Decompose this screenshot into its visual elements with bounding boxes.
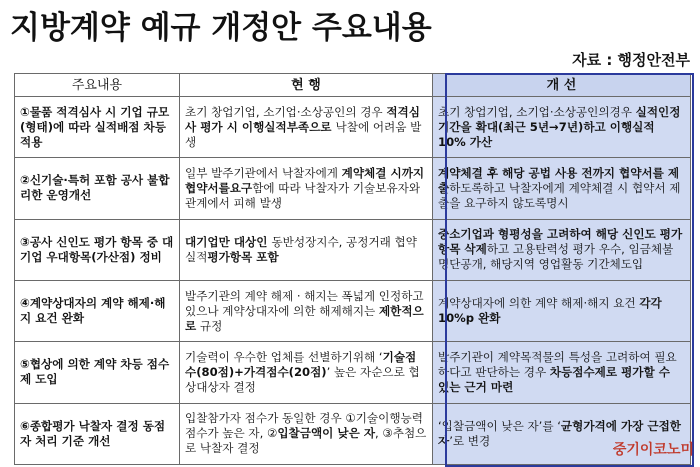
page-title: 지방계약 예규 개정안 주요내용 — [10, 10, 432, 46]
improved-text-segment: 차등점수제로 평가할 수 있는 근거 마련 — [438, 364, 670, 394]
table-header-row — [15, 74, 691, 97]
improved-text-segment: 각각 10%p 완화 — [438, 296, 662, 326]
improved-text-segment: 중소기업과 형평성을 고려하여 해당 신인도 평가항목 삭제 — [438, 227, 683, 257]
table-row — [15, 97, 691, 158]
current-text-segment: 적격심사 평가 시 이행실적부족으로 — [185, 104, 420, 134]
improved-text-segment: ‘입찰금액이 낮은 자’를 ‘ — [438, 418, 561, 433]
topic-cell: ③공사 신인도 평가 항목 중 대기업 우대항목(가산점) 정비 — [15, 219, 180, 280]
current-cell — [180, 158, 433, 219]
improved-text-segment: 초기 창업기업, 소기업·소상공인의경우 — [438, 104, 636, 119]
improved-text-segment: 하고 고용탄력성 평가 우수, 임금체불 명단공개, 해당지역 영업활동 기간체도입 — [438, 242, 674, 272]
table-row — [15, 403, 691, 464]
topic-cell: ①물품 적격심사 시 기업 규모(형태)에 따라 실적배점 차등적용 — [15, 97, 180, 158]
improved-text-segment: 균형가격에 가장 근접한 자 — [438, 418, 681, 448]
improved-text-segment: 계약상대자에 의한 계약 해제·해지 요건 — [438, 296, 640, 311]
comparison-table-wrapper — [14, 73, 690, 465]
current-text-segment: 평가항목 포함 — [207, 249, 279, 264]
current-text-segment: 입찰금액이 낮은 자 — [277, 426, 376, 441]
current-text-segment: , ③추첨으로 낙찰자 결정 — [185, 426, 427, 456]
current-text-segment: 발주기관의 계약 해제 · 해지는 폭넓게 인정하고 있으나 계약상대자에 의한 해제해지는 — [185, 288, 424, 318]
topic-cell: ④계약상대자의 계약 해제·해지 요건 완화 — [15, 280, 180, 341]
table-row — [15, 280, 691, 341]
current-text-segment: 초기 창업기업, 소기업·소상공인의 경우 — [185, 104, 387, 119]
current-text-segment: ’ 높은 자순으로 협상대상자 결정 — [185, 364, 420, 394]
brand-watermark: 중기이코노미 — [612, 442, 694, 458]
table-row — [15, 219, 691, 280]
current-cell — [180, 219, 433, 280]
improved-text-segment: 하도록하고 낙찰자에게 계약체결 시 협약서 제출을 요구하지 않도록명시 — [438, 180, 681, 210]
current-text-segment: 함에 따라 낙찰자가 기술보유자와관계에서 피해 발생 — [185, 180, 421, 210]
improved-text-segment: 실적인정기간을 확대(최근 5년→7년)하고 이행실적 10% 가산 — [438, 104, 681, 149]
topic-cell: ②신기술·특허 포함 공사 불합리한 운영개선 — [15, 158, 180, 219]
improved-cell — [433, 280, 691, 341]
source-label: 자료 : 행정안전부 — [572, 51, 690, 69]
table-row — [15, 342, 691, 403]
table-row — [15, 158, 691, 219]
current-text-segment: 기술점수(80점)+가격점수(20점) — [185, 349, 417, 379]
current-text-segment: 동반성장지수, 공정거래 협약 실적 — [185, 234, 417, 264]
current-text-segment: 일부 발주기관에서 낙찰자에게 — [185, 165, 342, 180]
topic-cell: ⑥종합평가 낙찰자 결정 동점자 처리 기준 개선 — [15, 403, 180, 464]
header-topic: 주요내용 — [15, 74, 180, 97]
header-current: 현 행 — [180, 74, 433, 97]
current-text-segment: 대기업만 대상인 — [185, 234, 272, 249]
improved-cell — [433, 158, 691, 219]
current-text-segment: 입찰참가자 점수가 동일한 경우 ①기술이행능력 점수가 높은 자, ② — [185, 411, 423, 441]
current-cell — [180, 280, 433, 341]
improved-cell — [433, 97, 691, 158]
improved-text-segment: ’로 변경 — [449, 433, 491, 448]
current-text-segment: 규정 — [196, 318, 223, 333]
header-improved: 개 선 — [433, 74, 691, 97]
topic-cell: ⑤협상에 의한 계약 차등 점수제 도입 — [15, 342, 180, 403]
table-body — [15, 97, 691, 465]
current-text-segment: 제한적으로 — [185, 303, 424, 333]
current-cell — [180, 403, 433, 464]
current-cell — [180, 342, 433, 403]
current-text-segment: 계약체결 시까지 협약서를요구 — [185, 165, 425, 195]
improved-cell — [433, 342, 691, 403]
current-cell — [180, 97, 433, 158]
improved-text-segment: 계약체결 후 해당 공법 사용 전까지 협약서를 제출 — [438, 165, 680, 195]
improved-cell — [433, 219, 691, 280]
comparison-table — [14, 73, 691, 465]
current-text-segment: 기술력이 우수한 업체를 선별하기위해 ‘ — [185, 349, 383, 364]
current-text-segment: 낙찰에 어려움 발생 — [185, 119, 422, 149]
improved-text-segment: 발주기관이 계약목적물의 특성을 고려하여 필요하다고 판단하는 경우 — [438, 349, 677, 379]
